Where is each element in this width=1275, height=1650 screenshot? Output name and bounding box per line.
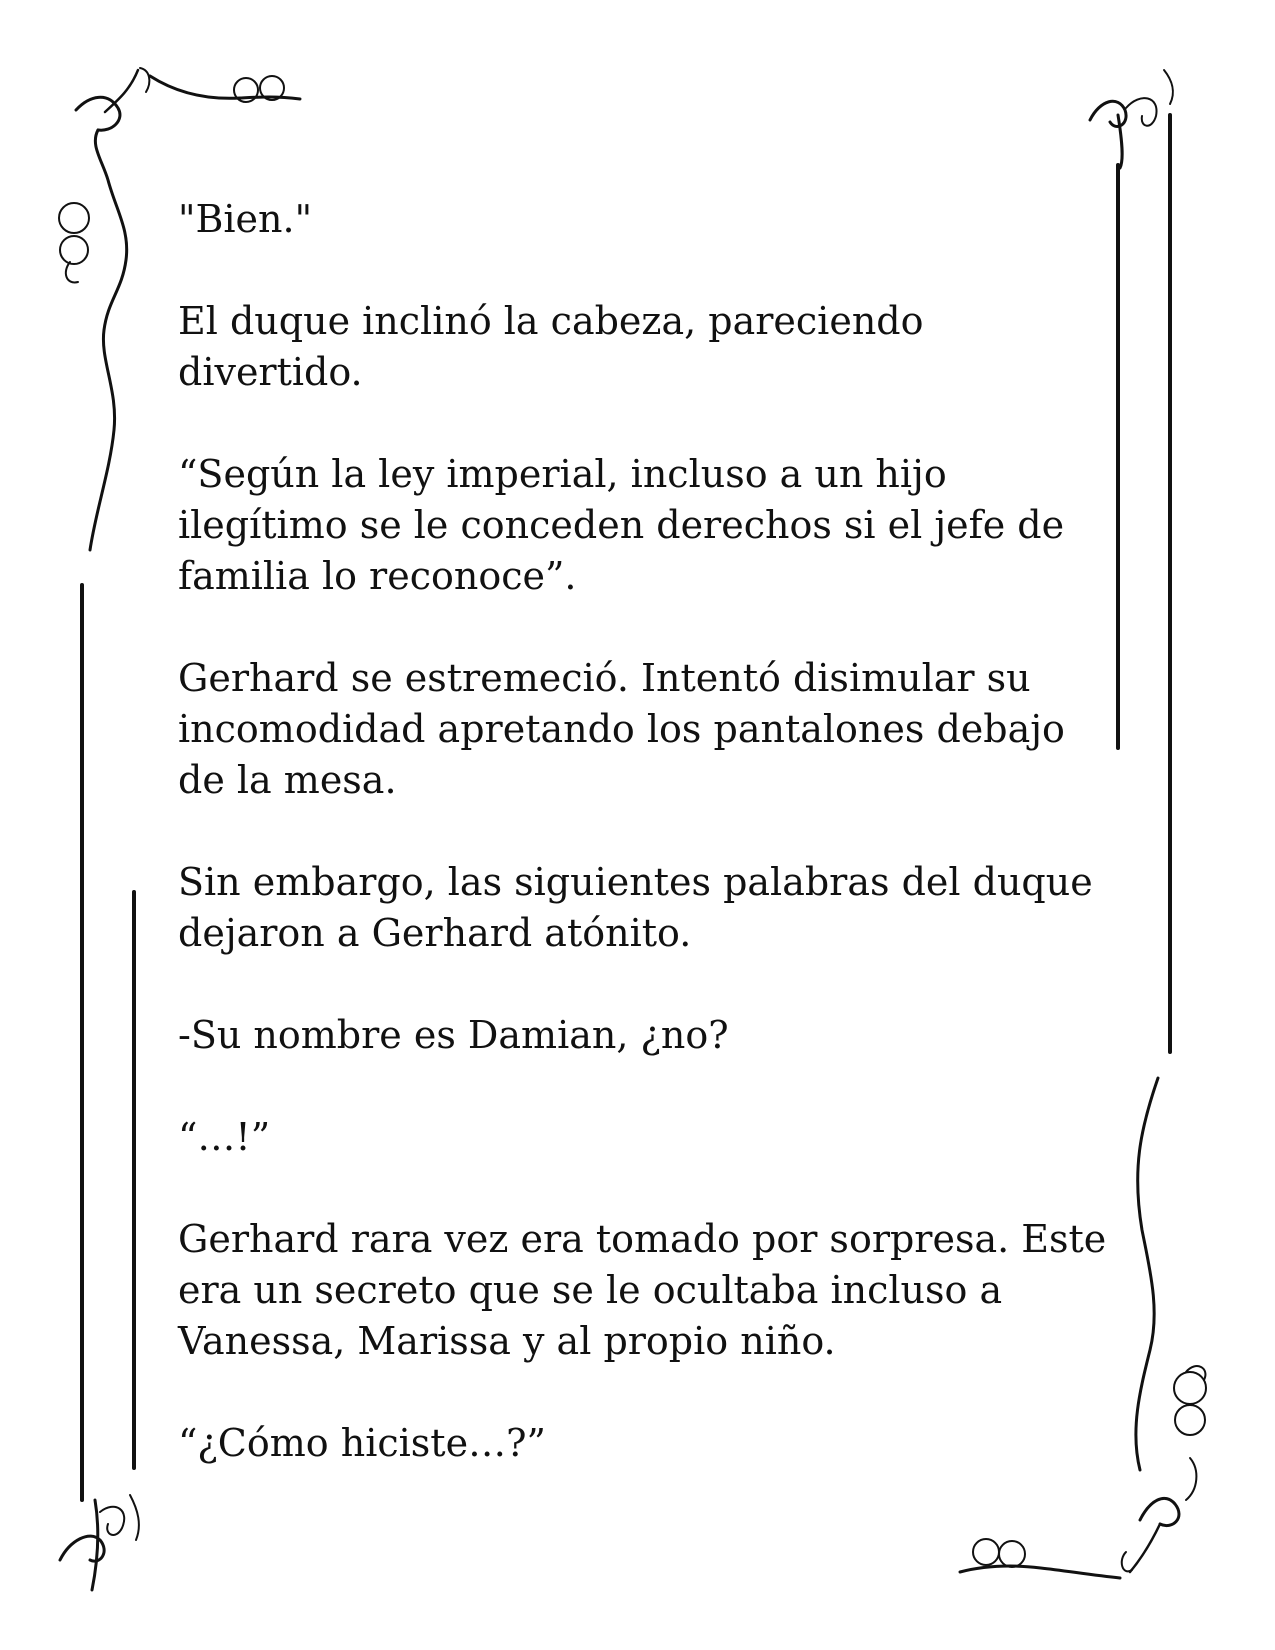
paragraph: Gerhard rara vez era tomado por sorpresa. Este era un secreto que se le ocultaba incluso a Vanessa, Marissa y al propio niño. xyxy=(178,1217,1107,1363)
paragraph: -Su nombre es Damian, ¿no? xyxy=(178,1013,729,1057)
flourish-top-right-icon xyxy=(1090,70,1173,168)
paragraph: Sin embargo, las siguientes palabras del duque dejaron a Gerhard atónito. xyxy=(178,860,1093,955)
paragraph: “…!” xyxy=(178,1115,271,1159)
story-text xyxy=(178,194,1118,1520)
paragraph: “Según la ley imperial, incluso a un hijo ilegítimo se le conceden derechos si el jefe de familia lo reconoce”. xyxy=(178,452,1065,598)
paragraph: "Bien." xyxy=(178,197,313,241)
flourish-bottom-left-icon xyxy=(60,1495,139,1590)
paragraph: Gerhard se estremeció. Intentó disimular su incomodidad apretando los pantalones debajo de la mesa. xyxy=(178,656,1065,802)
paragraph: El duque inclinó la cabeza, pareciendo divertido. xyxy=(178,299,924,394)
paragraph: “¿Cómo hiciste…?” xyxy=(178,1421,546,1465)
